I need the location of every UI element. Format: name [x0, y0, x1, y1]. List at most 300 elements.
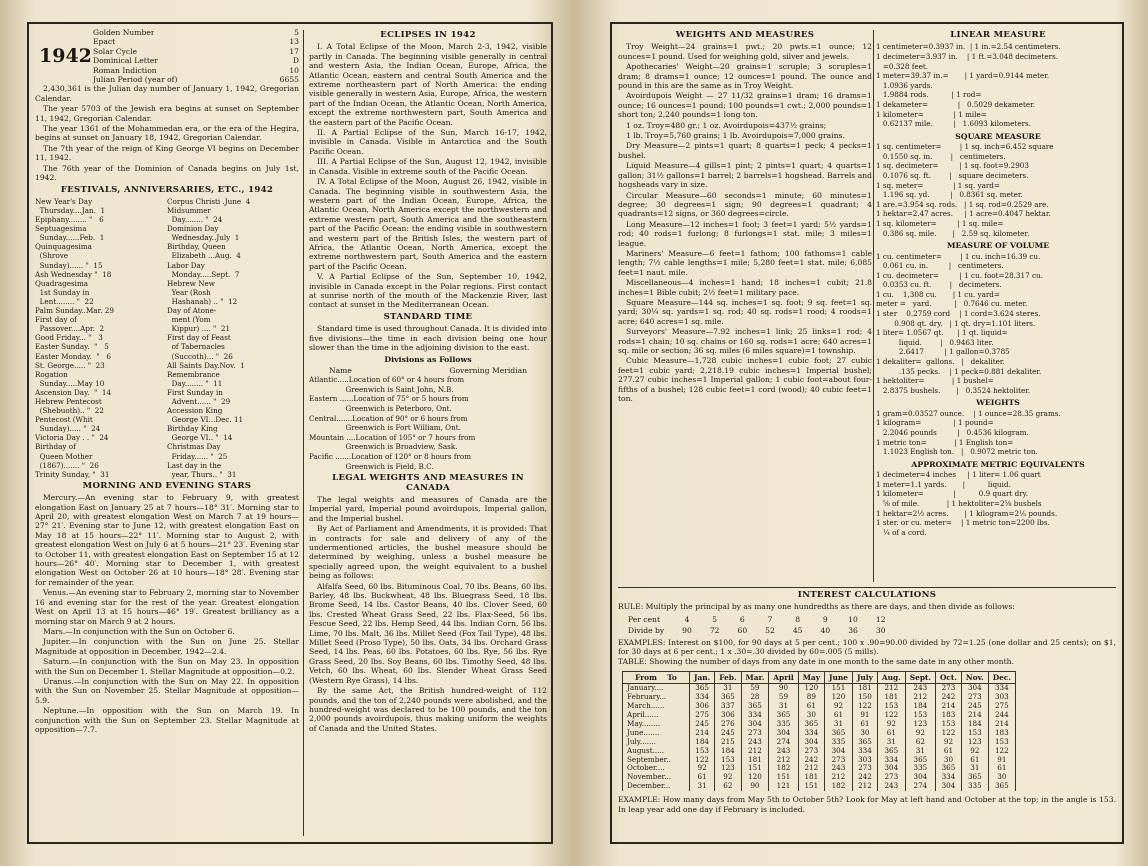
- days-cell: 59: [769, 693, 798, 702]
- dominical-label: Solar Cycle: [93, 46, 138, 56]
- year-header: [35, 28, 299, 84]
- days-cell: 62: [715, 782, 741, 791]
- days-cell: 243: [741, 738, 769, 747]
- days-cell: 365: [961, 773, 988, 782]
- days-cell: 31: [690, 782, 715, 791]
- dominical-value: 10: [289, 65, 299, 75]
- intro-paragraph: The 7th year of the reign of King George VI begins on December 11, 1942.: [35, 143, 299, 163]
- days-cell: 304: [741, 720, 769, 729]
- days-cell: 181: [741, 756, 769, 765]
- days-cell: 243: [769, 747, 798, 756]
- interest-example-final: EXAMPLE: How many days from May 5th to October 5th? Look for May at left hand and October at the top; in the angle is 153. In leap year add one day if February is included.: [618, 795, 1116, 814]
- column-rule: [303, 30, 304, 836]
- festival-line: Sunday)...... " 15: [35, 260, 103, 270]
- days-cell: 212: [877, 684, 905, 693]
- approx-line: ⅝ of mile. | 1 hektoliter=2⅝ bushels: [876, 498, 1042, 508]
- days-row: [623, 711, 1016, 720]
- intro-paragraph: The year 5703 of the Jewish era begins at sunset on September 11, 1942, Gregorian Calendar.: [35, 104, 299, 123]
- days-cell: 212: [798, 764, 824, 773]
- festival-line: Labor Day: [167, 260, 205, 270]
- volume-line: 1 cu. centimeter= | 1 cu. inch=16.39 cu.: [876, 251, 1041, 261]
- days-cell: 31: [824, 720, 852, 729]
- legal-paragraph: By Act of Parliament and Amendments, it is provided: That in contracts for sale and delivery of any of the undermentioned articles, the bushel measure should be determined by weighing, unless a bushel measure be specially agreed upon, the weight equivalent to a bushel being as follows:: [309, 524, 547, 581]
- month-header: April: [769, 671, 798, 683]
- approx-line: ¼ of a cord.: [876, 527, 927, 537]
- days-cell: 304: [905, 773, 935, 782]
- festival-line: Sunday......Feb. 1: [35, 233, 105, 243]
- festival-line: Corpus Christi .June 4: [167, 196, 251, 206]
- days-cell: 242: [798, 756, 824, 765]
- weights-line: 1 metric ton= | 1 English ton=: [876, 437, 1014, 447]
- legal-paragraph: The legal weights and measures of Canada are the Imperial yard, Imperial pound avoirdupois, Imperial gallon, and the Imperial bushel.: [309, 494, 547, 523]
- festival-line: Queen Mother: [35, 451, 93, 461]
- dominical-row: [93, 47, 299, 56]
- volume-line: 1 ster 0.2759 cord | 1 cord=3.624 steres.: [876, 309, 1041, 319]
- measure-paragraph: Mariners' Measure—6 feet=1 fathom; 100 fathoms=1 cable length; 7½ cable lengths=1 mile; 5,280 feet=1 stat. mile; 6,085 feet=1 naut. mile.: [618, 248, 872, 277]
- eclipses-text: [309, 42, 547, 309]
- linear-title: LINEAR MEASURE: [950, 30, 1046, 40]
- days-cell: 182: [824, 782, 852, 791]
- percent-table: [618, 613, 896, 638]
- square-line: 1 sq. decimeter= | 1 sq. foot=9.2903: [876, 161, 1029, 171]
- festival-line: Sunday)..... " 24: [35, 424, 101, 434]
- star-paragraph: Mercury.—An evening star to February 9, with greatest elongation East on January 25 at 7 hours—18° 31′. Morning star to April 20, with greatest elongation West on March 7 at 19 hours—27° 21′. Evening star to June 12, with greatest elongation East on May 18 at 15 hours—22° 11′. Morning star to August 2, with greatest elongation West on July 6 at 5 hours—21° 23′. Evening star to October 11, with greatest elongation East on September 15 at 12 hours—26° 40′. Morning star to December 1, with greatest elongation West on October 26 at 10 hours—18° 28′. Evening star for remainder of the year.: [35, 493, 299, 587]
- days-cell: 153: [988, 738, 1015, 747]
- volume-line: 1 hektoliter= | 1 bushel=: [876, 376, 994, 386]
- days-cell: 334: [741, 711, 769, 720]
- days-cell: 243: [905, 684, 935, 693]
- stars-title: MORNING AND EVENING STARS: [82, 480, 252, 491]
- stars-text: [35, 493, 299, 734]
- month-header: June: [824, 671, 852, 683]
- month-header: Feb.: [715, 671, 741, 683]
- row-month: April......: [623, 711, 690, 720]
- measure-paragraph: Square Measure—144 sq. inches=1 sq. foot; 9 sq. feet=1 sq. yard; 30¼ sq. yards=1 sq. rod; 40 sq. rods=1 rood; 4 roods=1 acre; 640 acres=1 sq. mile.: [618, 297, 872, 326]
- weights-line: 1 gram=0.03527 ounce. | 1 ounce=28.35 grams.: [876, 408, 1061, 418]
- festival-line: Day........ " 24: [167, 215, 223, 225]
- percent-value: 4: [684, 614, 690, 624]
- weights-line: 1 kilogram= | 1 pound=: [876, 418, 994, 428]
- days-cell: 334: [935, 773, 961, 782]
- month-header: May: [798, 671, 824, 683]
- days-cell: 182: [769, 764, 798, 773]
- festival-line: Trinity Sunday, " 31: [35, 469, 110, 479]
- weights-line: 1.1023 English ton. | 0.9072 metric ton.: [876, 447, 1038, 457]
- days-cell: 91: [852, 711, 877, 720]
- festival-line: Advent...... " 29: [167, 396, 231, 406]
- festival-line: Elizabeth ...Aug. 4: [167, 251, 241, 261]
- eclipse-paragraph: III. A Partial Eclipse of the Sun, August 12, 1942, invisible in Canada. Visible in extreme south of the Pacific Ocean.: [309, 157, 547, 176]
- percent-value: 8: [795, 614, 801, 624]
- days-cell: 61: [935, 747, 961, 756]
- days-cell: 212: [852, 782, 877, 791]
- eclipse-paragraph: I. A Total Eclipse of the Moon, March 2-3, 1942, visible partly in Canada. The beginning visible generally in central and western Asia, the Indian Ocean, Europe, Africa, the Atlantic Ocean, eastern and central South America and the extreme northeastern part of North America: the ending visible generally in western Asia, Europe, Africa, the western part of the Indian Ocean, the Atlantic Ocean, North America, except the extreme northwestern part, South America and the eastern part of the Pacific Ocean.: [309, 42, 547, 127]
- festival-line: Hebrew Pentecost: [35, 396, 102, 406]
- days-row: [623, 738, 1016, 747]
- festival-line: St. George..... " 23: [35, 360, 105, 370]
- days-cell: 91: [988, 756, 1015, 765]
- days-cell: 28: [741, 693, 769, 702]
- standard-time-title: STANDARD TIME: [383, 311, 473, 322]
- days-cell: 365: [769, 711, 798, 720]
- dominical-list: [93, 28, 299, 84]
- days-cell: 184: [961, 720, 988, 729]
- days-cell: 334: [690, 693, 715, 702]
- days-cell: 335: [905, 764, 935, 773]
- days-cell: 153: [715, 756, 741, 765]
- days-cell: 61: [877, 729, 905, 738]
- days-cell: 334: [988, 684, 1015, 693]
- measure-paragraph: 1 oz. Troy=480 gr.; 1 oz. Avoirdupois=437½ grains;: [626, 120, 827, 130]
- interest-rule: RULE: Multiply the principal by as many one hundredths as there are days, and then divide as follows:: [618, 602, 1015, 612]
- approx-line: 1 decimeter=4 inches | 1 liter= 1.06 quart: [876, 470, 1041, 480]
- festival-line: Victoria Day . . " 24: [35, 433, 109, 443]
- festival-line: Dominion Day: [167, 224, 219, 234]
- measure-paragraph: Troy Weight—24 grains=1 pwt.; 20 pwts.=1 ounce; 12 ounces=1 pound. Used for weighing gold, silver and jewels.: [618, 42, 872, 61]
- days-cell: 273: [877, 773, 905, 782]
- festival-line: Quadragesima: [35, 278, 89, 288]
- division-line: Greenwich is Broadview, Sask.: [309, 442, 458, 452]
- division-line: Central.......Location of 90° or 6 hours from: [309, 413, 468, 423]
- days-cell: 275: [690, 711, 715, 720]
- weights-list: [876, 409, 1120, 457]
- standard-time-text: Standard time is used throughout Canada. It is divided into five divisions—the time in each division being one hour slower than the time in the adjoining division to the east.: [309, 324, 547, 352]
- measure-paragraph: Cubic Measure—1,728 cubic inches=1 cubic foot; 27 cubic feet=1 cubic yard; 2,218.19 cubic inches=1 Imperial bushel; 277.27 cubic inches=1 Imperial gallon; 1 cubic foot=about four-fifths of a bushel; 128 cubic feet=1 cord (wood); 40 cubic feet=1 ton.: [618, 356, 872, 404]
- weights-title: WEIGHTS: [976, 398, 1020, 408]
- square-line: 1.196 sq. yd. | 0.8361 sq. meter.: [876, 190, 1023, 200]
- days-cell: 153: [961, 729, 988, 738]
- days-cell: 31: [877, 738, 905, 747]
- square-line: 0.386 sq. mile. | 2.59 sq. kilometer.: [876, 228, 1030, 238]
- volume-title: MEASURE OF VOLUME: [946, 241, 1050, 251]
- weights-line: 2.2046 pounds | 0.4536 kilogram.: [876, 428, 1029, 437]
- star-paragraph: Venus.—An evening star to February 2, morning star to November 16 and evening star for the rest of the year. Greatest elongation West on April 13 at 15 hours—46° 19′. Greatest brilliancy as a morning star on March 9 at 2 hours.: [35, 588, 299, 626]
- approx-line: 1 kilometer= | 0.9 quart dry.: [876, 489, 1029, 499]
- days-cell: 335: [961, 782, 988, 791]
- divisions-list: [309, 375, 547, 471]
- days-cell: 31: [769, 702, 798, 711]
- legal-paragraph: Alfalfa Seed, 60 lbs. Bituminous Coal, 70 lbs. Beans, 60 lbs. Barley, 48 lbs. Buckwheat, 48 lbs. Bluegrass Seed, 18 lbs. Brome Seed, 14 lbs. Castor Beans, 40 lbs. Clover Seed, 60 lbs. Crested Wheat Grass Seed, 22 lbs. Flax-Seed, 56 lbs. Fescue Seed, 22 lbs. Hemp Seed, 44 lbs. Indian Corn, 56 lbs. Lime, 70 lbs. Malt, 36 lbs. Millet Seed (Fox Tail Type), 48 lbs. Millet Seed (Proso Type), 50 lbs. Oats, 34 lbs. Orchard Grass Seed, 14 lbs. Peas, 60 lbs. Potatoes, 60 lbs. Rye, 56 lbs. Rye Grass Seed, 20 lbs. Soy Beans, 60 lbs. Timothy Seed, 48 lbs. Vetch, 60 lbs. Wheat, 60 lbs. Slender Wheat Grass Seed (Western Rye Grass), 14 lbs.: [309, 581, 547, 685]
- square-line: 1 are.=3.954 sq. rods. | 1 sq. rod=0.2529 are.: [876, 199, 1049, 209]
- dominical-label: Dominical Letter: [93, 56, 158, 66]
- festival-line: Wednesday..July 1: [167, 233, 240, 243]
- days-cell: 120: [798, 684, 824, 693]
- dominical-label: Golden Number: [93, 28, 155, 37]
- days-cell: 183: [988, 729, 1015, 738]
- divisor-value: 52: [765, 626, 775, 636]
- square-line: 1 sq. centimeter= | 1 sq. inch=6.452 square: [876, 142, 1054, 152]
- linear-line: 1 meter=39.37 in.= | 1 yard=0.9144 meter.: [876, 71, 1050, 81]
- days-cell: 306: [715, 711, 741, 720]
- month-header: Aug.: [877, 671, 905, 683]
- festival-line: Passover....Apr. 2: [35, 324, 105, 334]
- left-page: [27, 22, 553, 844]
- dominical-label: Epact: [93, 37, 116, 47]
- days-row: [623, 729, 1016, 738]
- days-cell: 304: [935, 782, 961, 791]
- festival-line: (Succoth)... " 26: [167, 351, 233, 361]
- days-cell: 61: [690, 773, 715, 782]
- divisor-value: 45: [792, 626, 803, 636]
- festival-line: Easter Sunday. " 5: [35, 342, 109, 352]
- festival-line: Birthday of: [35, 442, 76, 452]
- measure-paragraph: Apothecaries' Weight—20 grains=1 scruple; 3 scruples=1 dram; 8 drams=1 ounce; 12 ounces=1 pound. The ounce and pound in this are the same as in Troy Weight.: [618, 62, 872, 91]
- days-cell: 274: [769, 738, 798, 747]
- days-cell: 273: [852, 764, 877, 773]
- days-cell: 304: [824, 747, 852, 756]
- volume-list: [876, 252, 1120, 396]
- days-cell: 304: [877, 764, 905, 773]
- days-cell: 215: [715, 738, 741, 747]
- days-cell: 273: [935, 684, 961, 693]
- festival-line: Friday...... " 25: [167, 451, 228, 461]
- legal-paragraph: By the same Act, the British hundred-weight of 112 pounds, and the ton of 2,240 pounds were abolished, and the hundred-weight was declared to be 100 pounds, and the ton 2,000 pounds avoirdupois, thus making uniform the weights of Canada and the United States.: [309, 686, 547, 733]
- eclipse-paragraph: V. A Partial Eclipse of the Sun, September 10, 1942, invisible in Canada except in the Polar regions. First contact at sunrise north of the mouth of the Mackenzie River, last contact at sunset in the Mediterranean Ocean.: [309, 272, 547, 310]
- row-month: July.......: [623, 738, 690, 747]
- division-line: Greenwich is Peterboro, Ont.: [309, 404, 452, 413]
- weights-measures-text: [618, 42, 872, 403]
- days-cell: 245: [690, 720, 715, 729]
- divisor-value: 60: [737, 626, 748, 636]
- star-paragraph: Saturn.—In conjunction with the Sun on May 23. In opposition with the Sun on December 1. Stellar Magnitude at opposition—0.2.: [35, 657, 299, 676]
- days-cell: 61: [988, 764, 1015, 773]
- festival-line: Ascension Day. " 14: [35, 387, 112, 397]
- festival-line: George VI.. " 14: [167, 433, 233, 443]
- days-cell: 275: [988, 702, 1015, 711]
- days-cell: 61: [798, 702, 824, 711]
- festival-line: Birthday, Queen: [167, 242, 226, 252]
- days-cell: 304: [961, 684, 988, 693]
- days-cell: 120: [824, 693, 852, 702]
- volume-line: .135 pecks. | 1 peck=0.881 dekaliter.: [876, 366, 1042, 376]
- divisor-value: 36: [848, 626, 858, 636]
- month-header: Jan.: [690, 671, 715, 683]
- divisor-value: 90: [682, 626, 692, 636]
- square-line: 1 sq. kilometer= | 1 sq. mile=: [876, 218, 1004, 228]
- festival-line: Last day in the: [167, 460, 222, 470]
- days-cell: 245: [715, 729, 741, 738]
- days-row: [623, 764, 1016, 773]
- days-cell: 365: [798, 720, 824, 729]
- divisions-header: Name Governing Meridian: [329, 365, 527, 375]
- days-cell: 92: [935, 738, 961, 747]
- days-cell: 30: [935, 756, 961, 765]
- dominical-value: 17: [289, 46, 299, 56]
- star-paragraph: Mars.—In conjunction with the Sun on October 6.: [43, 626, 235, 636]
- days-cell: 121: [769, 782, 798, 791]
- right-column-1: [618, 28, 872, 584]
- festival-line: year, Thurs.. " 31: [167, 469, 237, 479]
- festival-line: Ash Wednesday " 18: [35, 269, 112, 279]
- legal-text: [309, 495, 547, 733]
- month-header: Dec.: [988, 671, 1015, 683]
- days-cell: 365: [905, 756, 935, 765]
- right-page: [610, 22, 1124, 844]
- days-cell: 62: [905, 738, 935, 747]
- days-cell: 181: [798, 773, 824, 782]
- percent-value: 9: [822, 614, 828, 624]
- days-cell: 303: [988, 693, 1015, 702]
- approx-line: 1 hektar=2½ acres. | 1 kilogram=2⅕ pounds.: [876, 508, 1058, 518]
- festivals-col-a: [35, 197, 167, 479]
- festival-line: Hebrew New: [167, 278, 215, 288]
- days-cell: 153: [690, 747, 715, 756]
- square-line: 1 hektar=2.47 acres. | 1 acre=0.4047 hektar.: [876, 209, 1051, 219]
- days-cell: 92: [905, 729, 935, 738]
- percent-value: 7: [767, 614, 773, 624]
- festival-line: ment (Yom: [167, 315, 211, 325]
- days-row: [623, 702, 1016, 711]
- dominical-row: [93, 28, 299, 37]
- days-cell: 123: [905, 720, 935, 729]
- festival-line: First day of Feast: [167, 333, 231, 343]
- linear-line: 1.0936 yards.: [876, 80, 933, 90]
- percent-row: Per cent 4 5 6 7 8 9 10 12: [620, 615, 894, 624]
- days-cell: 151: [769, 773, 798, 782]
- division-line: Atlantic.....Location of 60° or 4 hours from: [309, 375, 465, 385]
- days-cell: 365: [852, 738, 877, 747]
- volume-line: 1 dekaliter= gallons. | dekaliter.: [876, 357, 1005, 367]
- days-cell: 92: [877, 720, 905, 729]
- days-cell: 245: [961, 702, 988, 711]
- row-month: June.......: [623, 729, 690, 738]
- dominical-value: 6655: [279, 75, 299, 85]
- days-cell: 183: [935, 711, 961, 720]
- measure-paragraph: Liquid Measure—4 gills=1 pint; 2 pints=1 quart; 4 quarts=1 gallon; 31½ gallons=1 barrel; 2 barrels=1 hogshead. Barrels and hogsheads vary in size.: [618, 161, 872, 190]
- days-cell: 90: [769, 684, 798, 693]
- approx-line: 1 ster. or cu. meter= | 1 metric ton=2200 lbs.: [876, 518, 1050, 528]
- days-cell: 365: [741, 702, 769, 711]
- festival-line: Christmas Day: [167, 442, 221, 452]
- days-cell: 365: [715, 693, 741, 702]
- festivals-col-b: [167, 197, 299, 479]
- festival-line: Good Friday... " 3: [35, 333, 103, 343]
- volume-line: 0.0353 cu. ft. | decimeters.: [876, 280, 1002, 290]
- month-header: Nov.: [961, 671, 988, 683]
- row-month: December...: [623, 782, 690, 791]
- days-cell: 365: [935, 764, 961, 773]
- dominical-label: Julian Period (year of): [93, 75, 178, 85]
- linear-line: =0.328 feet.: [876, 61, 929, 71]
- days-cell: 365: [877, 747, 905, 756]
- days-row: [623, 782, 1016, 791]
- row-month: March......: [623, 702, 690, 711]
- measure-paragraph: Miscellaneous—4 inches=1 hand; 18 inches=1 cubit; 21.8 inches=1 Bible cubit; 2½ feet=1 military pace.: [618, 278, 872, 297]
- volume-line: 1 cu. 1,308 cu. | 1 cu. yard=: [876, 289, 1000, 299]
- days-cell: 153: [905, 711, 935, 720]
- days-cell: 273: [741, 729, 769, 738]
- festival-line: Accession King: [167, 406, 223, 416]
- days-row: [623, 720, 1016, 729]
- days-cell: 274: [905, 782, 935, 791]
- festival-line: Day of Atone-: [167, 306, 217, 316]
- festival-line: All Saints Day.Nov. 1: [167, 360, 245, 370]
- month-header: Mar.: [741, 671, 769, 683]
- days-cell: 31: [961, 764, 988, 773]
- days-cell: 212: [905, 693, 935, 702]
- approx-list: [876, 470, 1120, 537]
- festival-line: Hashanah) .. " 12: [167, 296, 238, 306]
- festival-line: Midsummer: [167, 206, 211, 215]
- festival-line: Sunday.....May 10: [35, 378, 105, 388]
- festival-line: Remembrance: [167, 369, 220, 379]
- volume-line: 2.6417 | 1 gallon=0.3785: [876, 347, 1010, 357]
- days-cell: 335: [824, 738, 852, 747]
- festival-line: Epiphany........ " 6: [35, 215, 104, 225]
- festival-line: (Shrove: [35, 251, 69, 261]
- star-paragraph: Jupiter.—In conjunction with the Sun on June 25. Stellar Magnitude at opposition in December, 1942—2.4.: [35, 637, 299, 656]
- festival-line: Monday.....Sept. 7: [167, 269, 240, 279]
- days-row: [623, 756, 1016, 765]
- days-cell: 214: [988, 720, 1015, 729]
- intro-paragraph: The 76th year of the Dominion of Canada begins on July 1st, 1942.: [35, 163, 299, 183]
- row-month: February...: [623, 693, 690, 702]
- days-cell: 306: [690, 702, 715, 711]
- festival-line: Year (Rosh: [167, 287, 211, 297]
- linear-line: 1 decimeter=3.937 in. | 1 ft.=3.048 decimeters.: [876, 52, 1058, 61]
- festival-line: George VI...Dec. 11: [167, 415, 244, 425]
- festival-line: First Sunday in: [167, 387, 223, 397]
- days-cell: 334: [852, 747, 877, 756]
- column-rule: [873, 30, 874, 582]
- days-cell: 92: [690, 764, 715, 773]
- divisor-value: 72: [709, 626, 720, 636]
- days-cell: 181: [877, 693, 905, 702]
- days-cell: 92: [824, 702, 852, 711]
- days-cell: 153: [935, 720, 961, 729]
- days-cell: 120: [741, 773, 769, 782]
- percent-value: 5: [712, 614, 718, 624]
- square-line: 0.1076 sq. ft. | square decimeters.: [876, 170, 1029, 180]
- volume-line: 1 cu. decimeter= | 1 cu. foot=28.317 cu.: [876, 270, 1043, 280]
- square-line: 0.1550 sq. in. | centimeters.: [876, 151, 1006, 161]
- measure-paragraph: 1 lb. Troy=5,760 grains; 1 lb. Avoirdupois=7,000 grains.: [626, 131, 845, 141]
- festival-line: Day........ " 11: [167, 378, 223, 388]
- division-line: Mountain ....Location of 105° or 7 hours from: [309, 432, 476, 442]
- row-month: October....: [623, 764, 690, 773]
- days-cell: 150: [852, 693, 877, 702]
- dominical-row: [93, 37, 299, 46]
- days-cell: 242: [935, 693, 961, 702]
- days-cell: 365: [988, 782, 1015, 791]
- days-cell: 31: [905, 747, 935, 756]
- divisor-value: 30: [875, 626, 886, 636]
- square-list: [876, 142, 1120, 238]
- days-cell: 184: [715, 747, 741, 756]
- days-cell: 122: [988, 747, 1015, 756]
- table-note: TABLE: Showing the number of days from any date in one month to the same date in any other month.: [618, 657, 1014, 667]
- row-month: May........: [623, 720, 690, 729]
- interest-examples: EXAMPLES: Interest on $100, for 90 days at 5 per cent.; 100 x .90=90.00 divided by 72=1.25 (one dollar and 25 cents); on $1, for 30 days at 6 per cent.; 1 x .30=.30 divided by 60=.005 (5 mills).: [618, 637, 1116, 657]
- days-cell: 184: [905, 702, 935, 711]
- volume-line: 1 liter= 1.0567 qt. | 1 qt. liquid=: [876, 328, 1008, 338]
- measure-paragraph: Long Measure—12 inches=1 foot; 3 feet=1 yard; 5½ yards=1 rod; 40 rods=1 furlong; 8 furlongs=1 stat. mile; 3 miles=1 league.: [618, 219, 872, 248]
- days-cell: 337: [715, 702, 741, 711]
- days-cell: 273: [961, 693, 988, 702]
- dominical-value: D: [292, 56, 299, 66]
- days-cell: 151: [798, 782, 824, 791]
- dominical-row: [93, 66, 299, 75]
- days-cell: 273: [824, 756, 852, 765]
- division-line: Pacific .......Location of 120° or 8 hours from: [309, 451, 472, 461]
- left-column-1: [35, 28, 299, 838]
- days-cell: 212: [741, 747, 769, 756]
- interest-section: [618, 587, 1116, 838]
- intro-paragraph: The year 1361 of the Mohammedan era, or the era of the Hegira, begins at sunset on January 18, 1942, Gregorian Calendar.: [35, 124, 299, 143]
- festival-line: 1st Sunday in: [35, 287, 90, 297]
- month-header: July: [852, 671, 877, 683]
- weights-measures-title: WEIGHTS AND MEASURES: [675, 30, 815, 40]
